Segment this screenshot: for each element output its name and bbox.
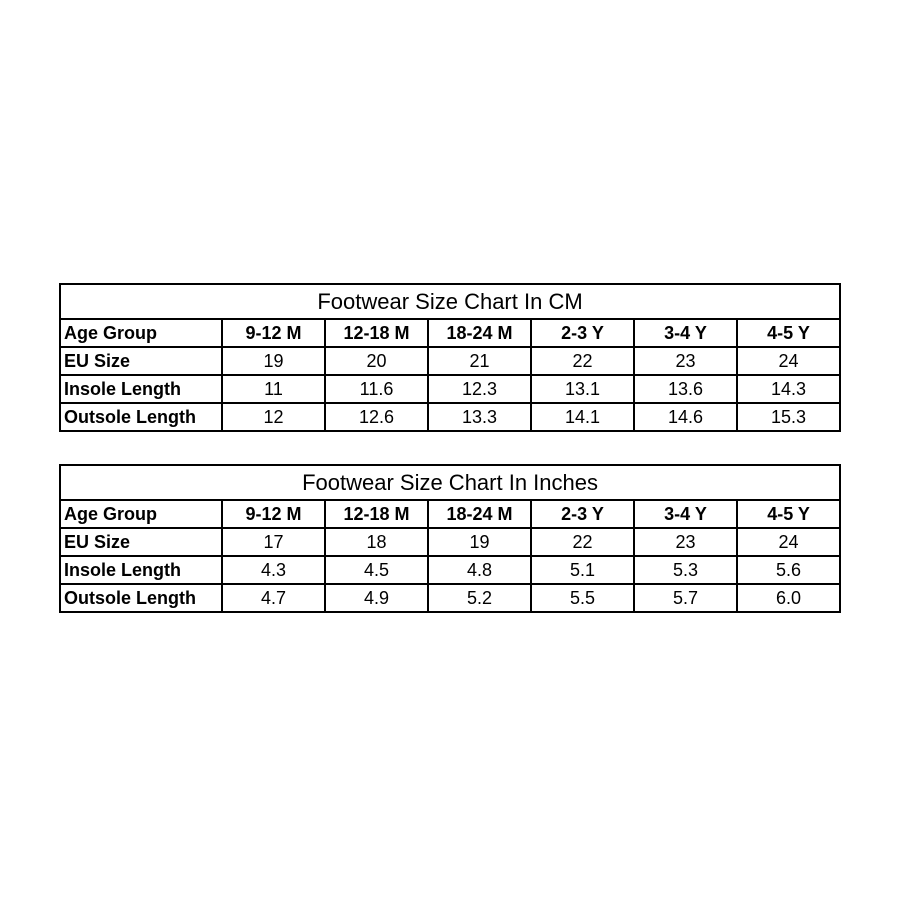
row-label: Outsole Length xyxy=(60,584,222,612)
table-cell: 13.1 xyxy=(531,375,634,403)
table-cell: 4.3 xyxy=(222,556,325,584)
table-cell: 5.7 xyxy=(634,584,737,612)
header-cell: 2-3 Y xyxy=(531,500,634,528)
table-cell: 13.6 xyxy=(634,375,737,403)
table-cell: 5.1 xyxy=(531,556,634,584)
table-row xyxy=(60,403,840,431)
table-cell: 5.2 xyxy=(428,584,531,612)
table-cell: 12.3 xyxy=(428,375,531,403)
table-cell: 23 xyxy=(634,528,737,556)
header-cell: 9-12 M xyxy=(222,319,325,347)
header-cell: 2-3 Y xyxy=(531,319,634,347)
table-title-row xyxy=(60,465,840,500)
table-cell: 12 xyxy=(222,403,325,431)
header-cell: 18-24 M xyxy=(428,319,531,347)
header-cell: 4-5 Y xyxy=(737,500,840,528)
table-title: Footwear Size Chart In CM xyxy=(60,284,840,319)
table-title-row xyxy=(60,284,840,319)
header-cell: Age Group xyxy=(60,500,222,528)
table-cell: 18 xyxy=(325,528,428,556)
table-cell: 24 xyxy=(737,347,840,375)
header-cell: 18-24 M xyxy=(428,500,531,528)
table-cell: 20 xyxy=(325,347,428,375)
header-cell: 9-12 M xyxy=(222,500,325,528)
row-label: EU Size xyxy=(60,528,222,556)
table-cell: 12.6 xyxy=(325,403,428,431)
table-cell: 14.1 xyxy=(531,403,634,431)
table-cell: 5.3 xyxy=(634,556,737,584)
table-cell: 5.6 xyxy=(737,556,840,584)
table-cell: 4.7 xyxy=(222,584,325,612)
table-cell: 13.3 xyxy=(428,403,531,431)
table-row xyxy=(60,556,840,584)
table-header-row xyxy=(60,319,840,347)
table-cell: 19 xyxy=(428,528,531,556)
table-cell: 11 xyxy=(222,375,325,403)
table-cell: 4.5 xyxy=(325,556,428,584)
table-row xyxy=(60,375,840,403)
table-title: Footwear Size Chart In Inches xyxy=(60,465,840,500)
row-label: Insole Length xyxy=(60,556,222,584)
table-cell: 15.3 xyxy=(737,403,840,431)
table-cell: 23 xyxy=(634,347,737,375)
table-row xyxy=(60,347,840,375)
size-chart-cm-table xyxy=(59,283,841,432)
table-cell: 14.6 xyxy=(634,403,737,431)
table-cell: 21 xyxy=(428,347,531,375)
header-cell: 12-18 M xyxy=(325,319,428,347)
table-cell: 6.0 xyxy=(737,584,840,612)
table-cell: 4.8 xyxy=(428,556,531,584)
table-row xyxy=(60,528,840,556)
header-cell: 12-18 M xyxy=(325,500,428,528)
table-header-row xyxy=(60,500,840,528)
header-cell: 3-4 Y xyxy=(634,319,737,347)
table-cell: 11.6 xyxy=(325,375,428,403)
table-cell: 4.9 xyxy=(325,584,428,612)
header-cell: 3-4 Y xyxy=(634,500,737,528)
header-cell: 4-5 Y xyxy=(737,319,840,347)
table-cell: 22 xyxy=(531,528,634,556)
table-cell: 22 xyxy=(531,347,634,375)
table-cell: 5.5 xyxy=(531,584,634,612)
table-cell: 17 xyxy=(222,528,325,556)
table-cell: 19 xyxy=(222,347,325,375)
row-label: Insole Length xyxy=(60,375,222,403)
row-label: Outsole Length xyxy=(60,403,222,431)
header-cell: Age Group xyxy=(60,319,222,347)
table-row xyxy=(60,584,840,612)
table-cell: 14.3 xyxy=(737,375,840,403)
row-label: EU Size xyxy=(60,347,222,375)
size-chart-inches-table xyxy=(59,464,841,613)
table-cell: 24 xyxy=(737,528,840,556)
